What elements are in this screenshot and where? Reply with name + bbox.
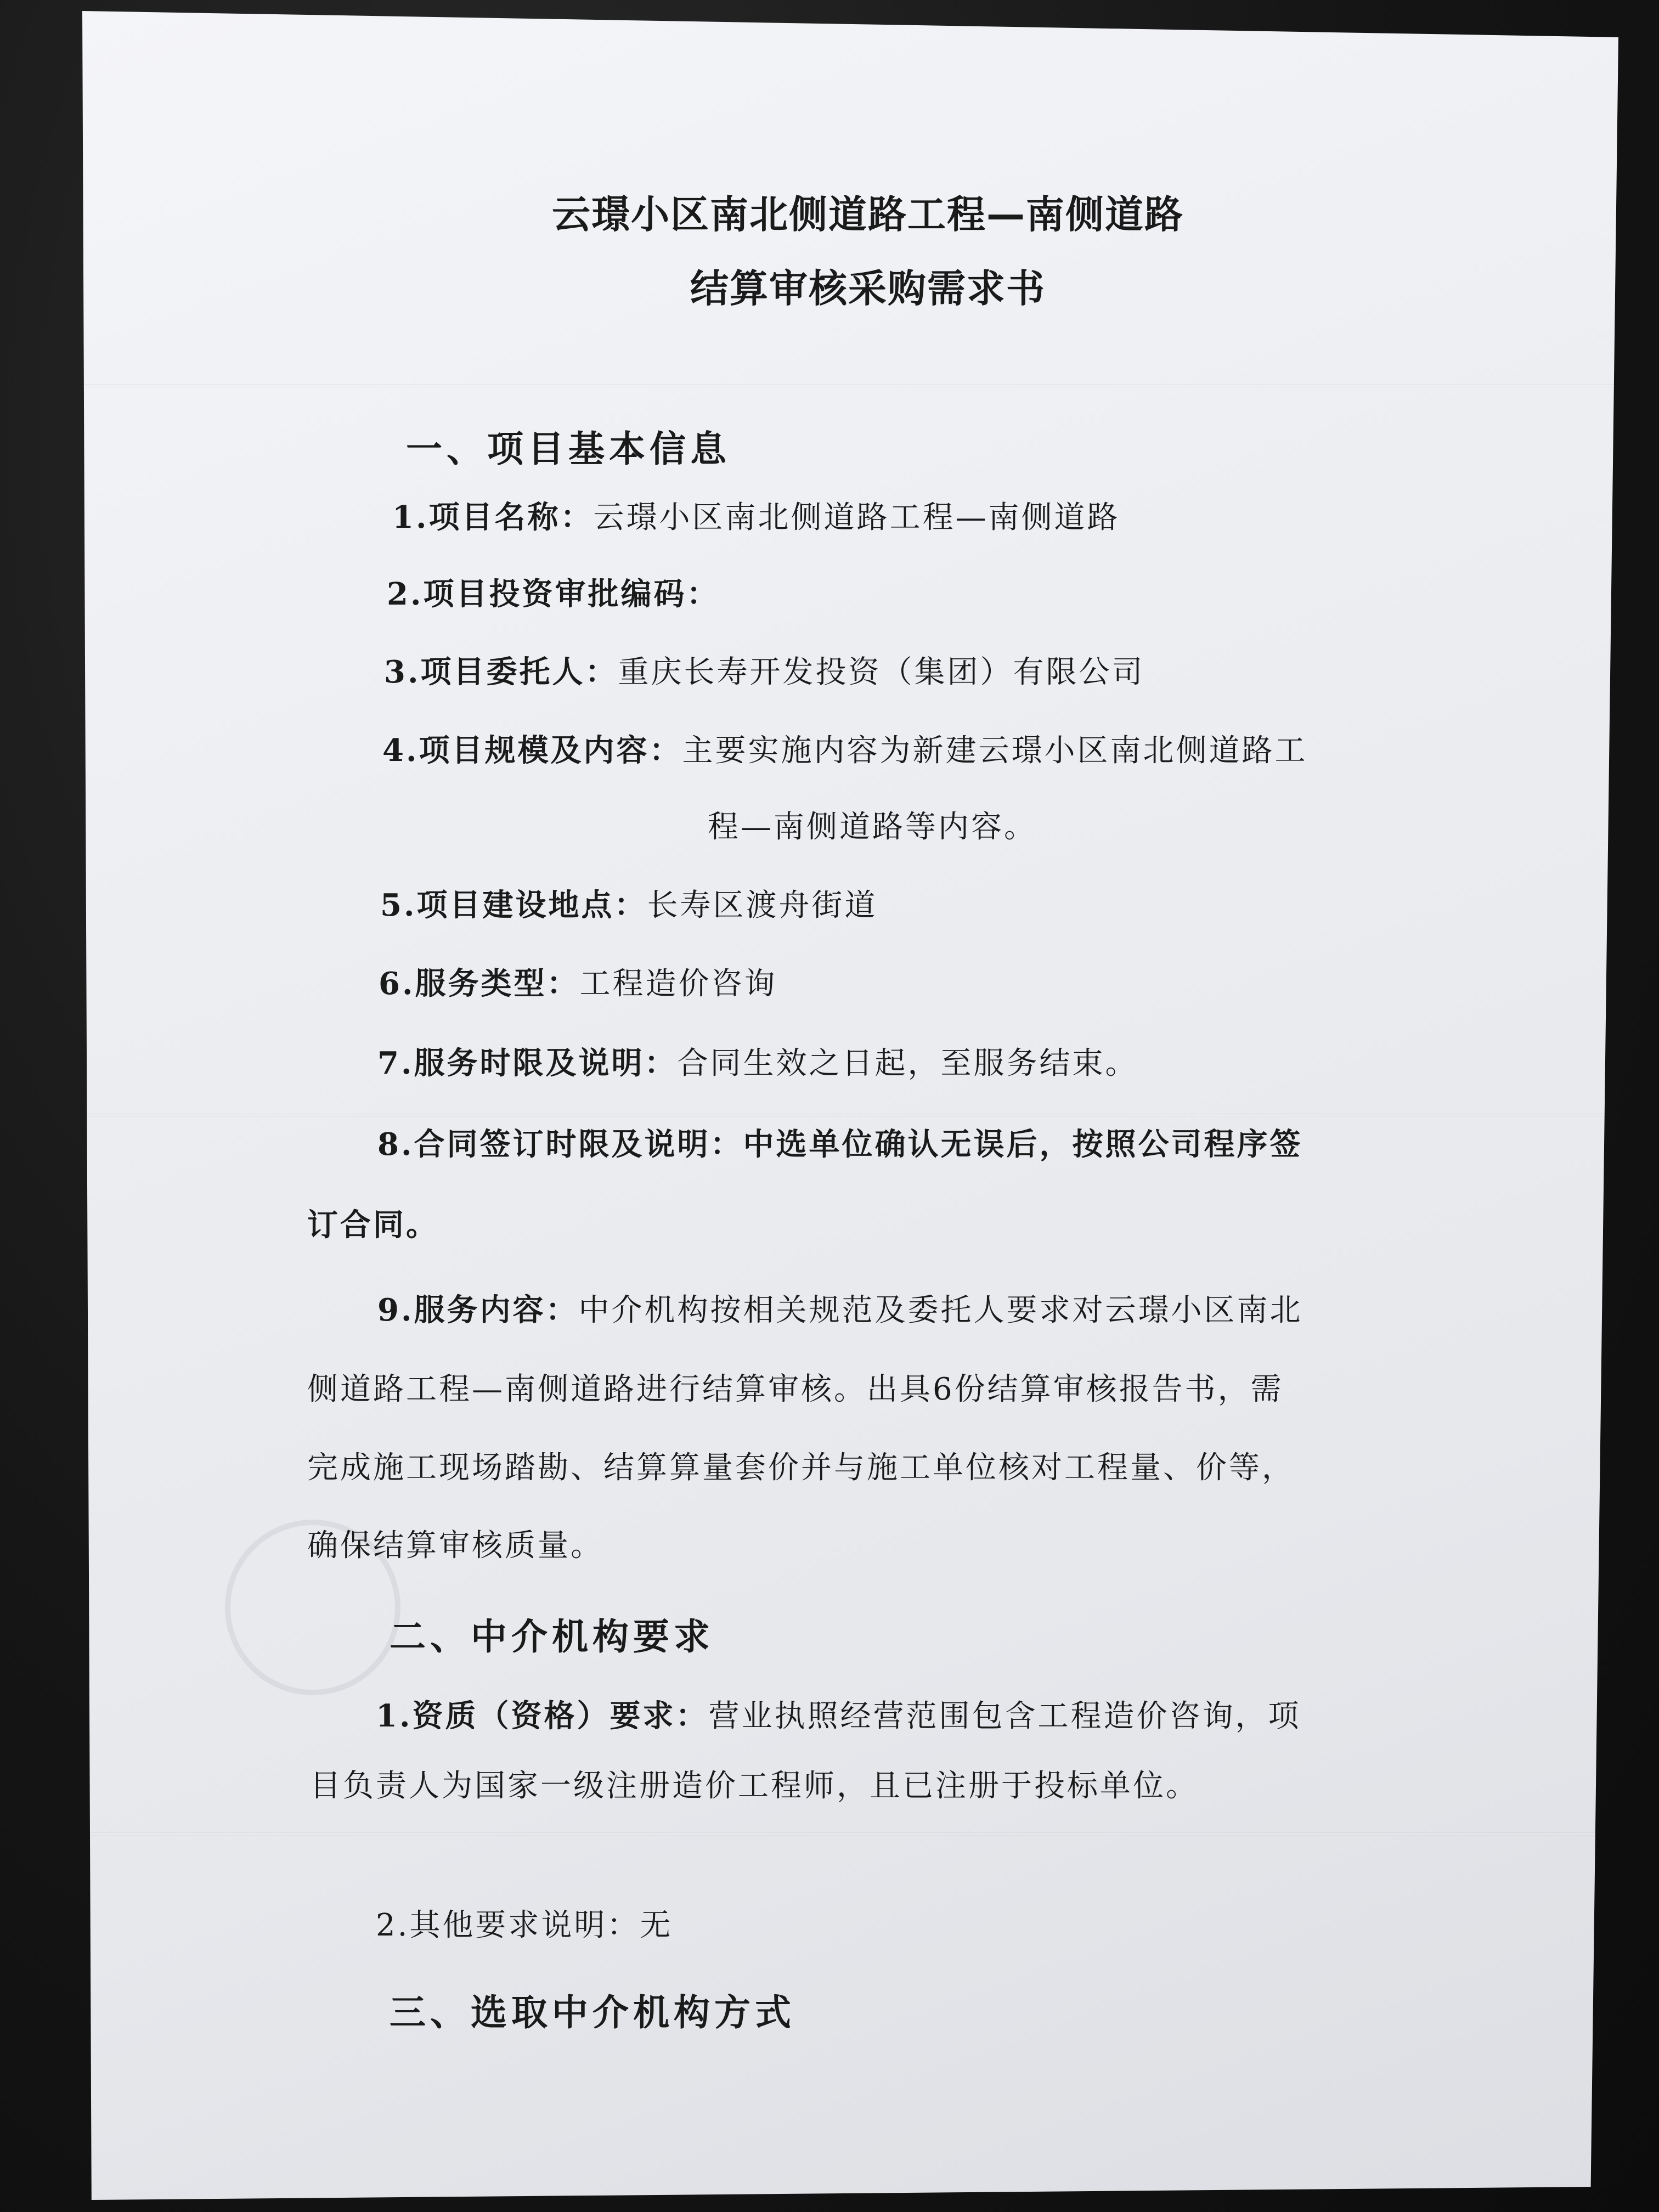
- item-value: 长寿区渡舟街道: [647, 888, 878, 923]
- item-value: 云璟小区南北侧道路工程—南侧道路: [593, 500, 1120, 535]
- section2-heading: 二、中介机构要求: [390, 1616, 714, 1658]
- item-contract-term: [377, 1126, 1303, 1163]
- item-value: 重庆长寿开发投资（集团）有限公司: [618, 654, 1145, 690]
- item-value: 合同生效之日起，至服务结束。: [677, 1046, 1138, 1081]
- item-label: 9.服务内容：: [377, 1292, 579, 1328]
- item-service-content: [377, 1292, 1303, 1328]
- section1-heading: 一、项目基本信息: [406, 428, 731, 470]
- item-service-content-line4: 确保结算审核质量。: [307, 1528, 603, 1564]
- item-approval-code: [387, 576, 720, 612]
- item-service-content-line3: 完成施工现场踏勘、结算算量套价并与施工单位核对工程量、价等，: [307, 1450, 1295, 1486]
- item-label: 2.项目投资审批编码：: [387, 576, 720, 612]
- document-title-line2: 结算审核采购需求书: [690, 266, 1046, 311]
- item-scale-content: [382, 732, 1308, 769]
- item-value: 中选单位确认无误后，按照公司程序签: [743, 1126, 1303, 1163]
- item-label: 1.资质（资格）要求：: [376, 1698, 709, 1734]
- item-contract-term-cont: 订合同。: [307, 1207, 439, 1243]
- item-other-requirements: [376, 1910, 673, 1941]
- item-label: 1.项目名称：: [392, 499, 594, 535]
- item-value: 营业执照经营范围包含工程造价咨询，项: [708, 1699, 1301, 1734]
- item-service-term: [377, 1045, 1138, 1081]
- paper-sheet: [82, 11, 1618, 2200]
- section3-heading: 三、选取中介机构方式: [390, 1991, 795, 2034]
- paper-crease: [82, 384, 1618, 387]
- item-qualification: [376, 1698, 1301, 1734]
- item-label: 8.合同签订时限及说明：: [377, 1126, 743, 1163]
- item-service-content-line2: 侧道路工程—南侧道路进行结算审核。出具6份结算审核报告书，需: [307, 1372, 1284, 1407]
- document-title-line1: 云璟小区南北侧道路工程—南侧道路: [552, 192, 1184, 237]
- item-scale-content-cont: 程—南侧道路等内容。: [708, 809, 1037, 845]
- item-qualification-cont: 目负责人为国家一级注册造价工程师，且已注册于投标单位。: [310, 1768, 1199, 1804]
- item-label: 6.服务类型：: [379, 966, 580, 1002]
- item-service-type: [379, 968, 777, 1000]
- item-value: 无: [640, 1908, 673, 1943]
- item-location: [380, 887, 878, 923]
- item-value: 主要实施内容为新建云璟小区南北侧道路工: [682, 733, 1308, 769]
- item-label: 3.项目委托人：: [384, 654, 618, 690]
- item-value: 工程造价咨询: [579, 966, 777, 1002]
- item-project-name: [392, 499, 1120, 535]
- item-label: 7.服务时限及说明：: [377, 1045, 678, 1081]
- item-label: 4.项目规模及内容：: [382, 732, 682, 769]
- item-label: 5.项目建设地点：: [380, 887, 647, 923]
- paper-crease: [82, 1114, 1618, 1117]
- item-client: [384, 654, 1145, 690]
- item-value: 中介机构按相关规范及委托人要求对云璟小区南北: [578, 1293, 1303, 1328]
- paper-crease: [82, 1832, 1618, 1836]
- item-label: 2.其他要求说明：: [376, 1908, 640, 1943]
